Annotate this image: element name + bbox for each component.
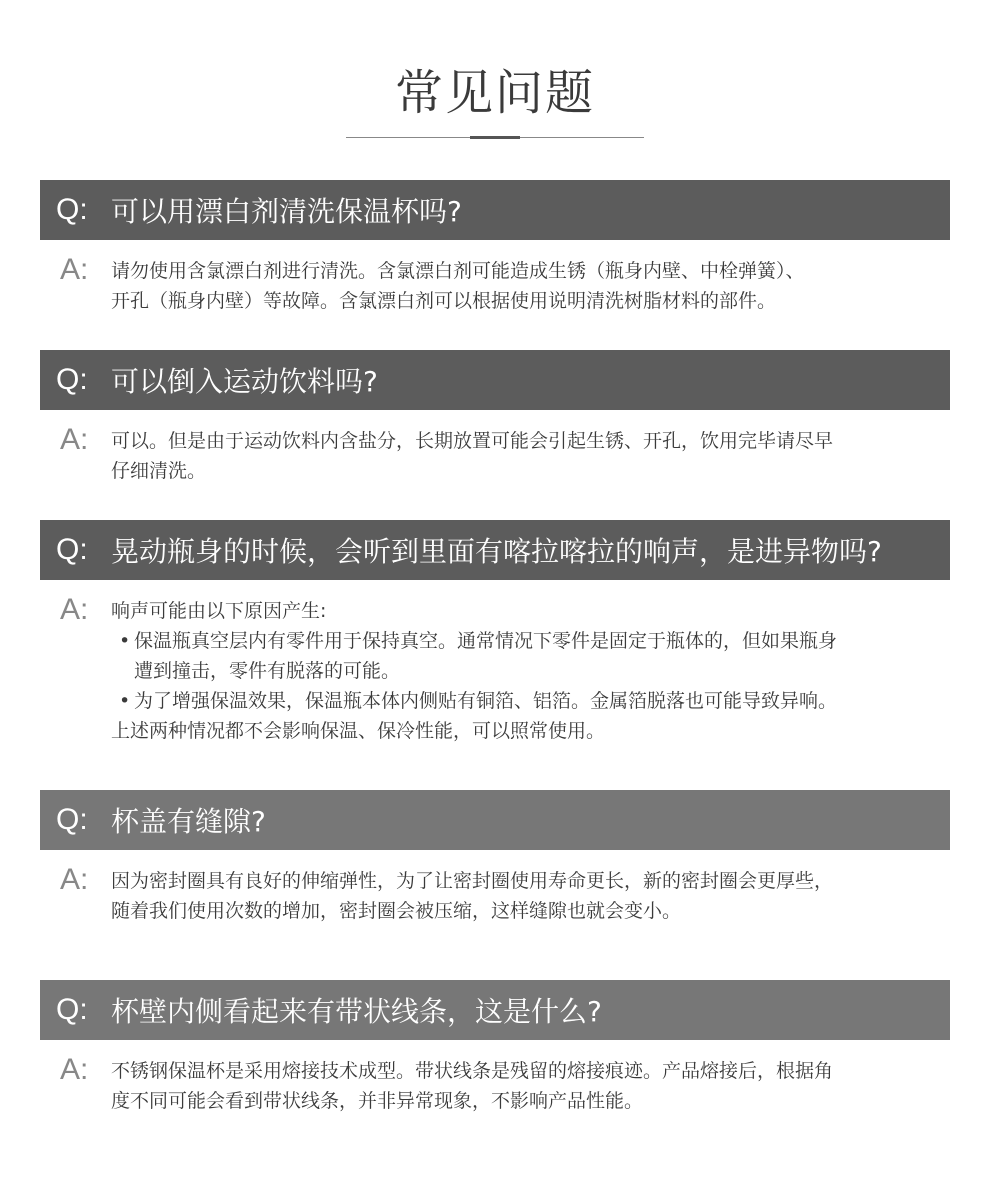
answer [40, 423, 950, 486]
answer-line: 开孔（瓶身内壁）等故障。含氯漂白剂可以根据使用说明清洗树脂材料的部件。 [111, 290, 777, 312]
question-text: 可以用漂白剂清洗保温杯吗? [111, 195, 462, 228]
faq-item-rattling-sound [40, 520, 950, 746]
question-text: 杯盖有缝隙? [111, 805, 266, 838]
bullet-text: 为了增强保温效果，保温瓶本体内侧贴有铜箔、铝箔。金属箔脱落也可能导致异响。 [134, 690, 838, 712]
answer [40, 1053, 950, 1116]
answer-line: 度不同可能会看到带状线条，并非异常现象，不影响产品性能。 [111, 1090, 644, 1112]
page-title: 常见问题 [394, 65, 595, 121]
answer [40, 253, 950, 316]
answer-line: 因为密封圈具有良好的伸缩弹性，为了让密封圈使用寿命更长，新的密封圈会更厚些， [111, 870, 834, 892]
a-mark: A: [60, 423, 89, 456]
answer-line: 请勿使用含氯漂白剂进行清洗。含氯漂白剂可能造成生锈（瓶身内壁、中栓弹簧）、 [111, 260, 805, 282]
question-bar [40, 980, 950, 1040]
answer-intro: 响声可能由以下原因产生: [111, 600, 327, 622]
question-bar [40, 790, 950, 850]
bullet-text: 保温瓶真空层内有零件用于保持真空。通常情况下零件是固定于瓶体的，但如果瓶身 [134, 630, 838, 652]
answer-line: 可以。但是由于运动饮料内含盐分，长期放置可能会引起生锈、开孔，饮用完毕请尽早 [111, 430, 834, 452]
bullet-continuation: 遭到撞击，零件有脱落的可能。 [134, 660, 401, 682]
question-bar [40, 520, 950, 580]
faq-item-lid-gap [40, 790, 950, 926]
q-mark: Q: [56, 993, 88, 1026]
answer-line: 仔细清洗。 [111, 460, 207, 482]
question-bar [40, 350, 950, 410]
answer-line: 不锈钢保温杯是采用熔接技术成型。带状线条是残留的熔接痕迹。产品熔接后，根据角 [111, 1060, 834, 1082]
faq-item-band-lines [40, 980, 950, 1116]
question-bar [40, 180, 950, 240]
question-text: 杯壁内侧看起来有带状线条，这是什么? [111, 995, 602, 1028]
faq-item-bleach [40, 180, 950, 316]
bullet-dot-icon: • [119, 690, 131, 712]
a-mark: A: [60, 253, 89, 286]
bullet-dot-icon: • [119, 630, 131, 652]
answer-line: 随着我们使用次数的增加，密封圈会被压缩，这样缝隙也就会变小。 [111, 900, 682, 922]
answer [40, 863, 950, 926]
title-divider-accent [470, 136, 520, 139]
faq-item-sports-drink [40, 350, 950, 486]
question-text: 晃动瓶身的时候，会听到里面有喀拉喀拉的响声，是进异物吗? [111, 535, 882, 568]
a-mark: A: [60, 1053, 89, 1086]
q-mark: Q: [56, 533, 88, 566]
a-mark: A: [60, 593, 89, 626]
q-mark: Q: [56, 803, 88, 836]
answer-bullet [111, 686, 950, 716]
answer-bullet [111, 626, 950, 656]
answer-outro: 上述两种情况都不会影响保温、保冷性能，可以照常使用。 [111, 720, 606, 742]
q-mark: Q: [56, 363, 88, 396]
q-mark: Q: [56, 193, 88, 226]
a-mark: A: [60, 863, 89, 896]
answer [40, 593, 950, 746]
question-text: 可以倒入运动饮料吗? [111, 365, 378, 398]
